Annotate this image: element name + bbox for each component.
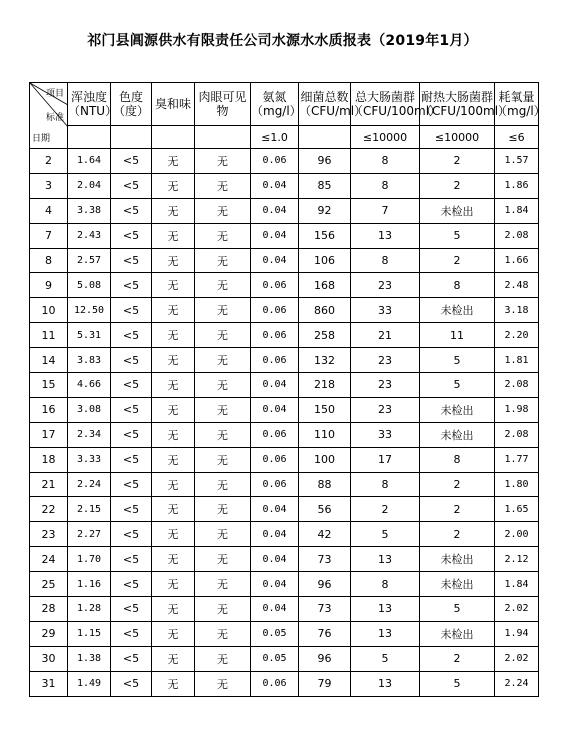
value-cell: 8 [420,273,495,298]
table-row [30,447,539,472]
value-cell: 12.50 [68,298,111,323]
value-cell: 5 [351,522,420,547]
value-cell: 21 [351,323,420,348]
column-header-6: 总大肠菌群 （CFU/100ml） [351,83,420,126]
value-cell: 无 [195,223,251,248]
table-row [30,373,539,398]
value-cell: 2.48 [495,273,539,298]
value-cell: 无 [195,348,251,373]
value-cell: 无 [195,646,251,671]
value-cell: <5 [111,572,152,597]
value-cell: 未检出 [420,547,495,572]
date-cell: 30 [30,646,68,671]
value-cell: 1.70 [68,547,111,572]
value-cell: 无 [195,447,251,472]
value-cell: 2.04 [68,173,111,198]
value-cell: 0.06 [251,149,299,174]
value-cell: 无 [195,248,251,273]
date-cell: 17 [30,422,68,447]
value-cell: 无 [195,173,251,198]
value-cell: 0.06 [251,298,299,323]
value-cell: 0.04 [251,173,299,198]
value-cell: 未检出 [420,572,495,597]
value-cell: 1.57 [495,149,539,174]
value-cell: 96 [299,149,351,174]
value-cell: 8 [351,472,420,497]
header-row [30,83,539,126]
value-cell: 无 [152,149,195,174]
value-cell: 1.15 [68,621,111,646]
value-cell: 100 [299,447,351,472]
date-cell: 11 [30,323,68,348]
column-header-5: 细菌总数 （CFU/ml） [299,83,351,126]
value-cell: 0.04 [251,597,299,622]
value-cell: 2.57 [68,248,111,273]
value-cell: 无 [152,547,195,572]
value-cell: 1.80 [495,472,539,497]
value-cell: 85 [299,173,351,198]
column-header-0: 浑浊度 （NTU） [68,83,111,126]
date-cell: 2 [30,149,68,174]
value-cell: 3.18 [495,298,539,323]
standard-cell-6: ≤10000 [351,126,420,149]
value-cell: 8 [351,149,420,174]
value-cell: 1.65 [495,497,539,522]
value-cell: 无 [152,198,195,223]
value-cell: 1.84 [495,572,539,597]
value-cell: 1.66 [495,248,539,273]
value-cell: <5 [111,223,152,248]
value-cell: 73 [299,597,351,622]
date-cell: 4 [30,198,68,223]
value-cell: 无 [195,273,251,298]
value-cell: 0.04 [251,497,299,522]
date-cell: 18 [30,447,68,472]
date-cell: 7 [30,223,68,248]
value-cell: 无 [195,149,251,174]
date-cell: 29 [30,621,68,646]
value-cell: 2.08 [495,223,539,248]
value-cell: 11 [420,323,495,348]
value-cell: 1.77 [495,447,539,472]
column-header-8: 耗氧量 （mg/l） [495,83,539,126]
column-header-3: 肉眼可见 物 [195,83,251,126]
value-cell: 无 [152,298,195,323]
value-cell: 2.27 [68,522,111,547]
column-header-4: 氨氮 （mg/l） [251,83,299,126]
value-cell: 未检出 [420,298,495,323]
value-cell: 无 [152,173,195,198]
value-cell: <5 [111,671,152,696]
date-cell: 21 [30,472,68,497]
table-row [30,621,539,646]
value-cell: 无 [195,298,251,323]
value-cell: 156 [299,223,351,248]
value-cell: 23 [351,273,420,298]
value-cell: 无 [152,373,195,398]
value-cell: 1.81 [495,348,539,373]
value-cell: 无 [152,572,195,597]
date-cell: 10 [30,298,68,323]
value-cell: 13 [351,671,420,696]
standard-cell-3 [195,126,251,149]
value-cell: 0.06 [251,422,299,447]
table-row [30,248,539,273]
corner-item-label: 项目 [45,89,64,99]
value-cell: 73 [299,547,351,572]
value-cell: 2 [420,248,495,273]
value-cell: 2.08 [495,422,539,447]
value-cell: 2.24 [495,671,539,696]
value-cell: 5 [420,223,495,248]
value-cell: 5.08 [68,273,111,298]
value-cell: 96 [299,646,351,671]
value-cell: 无 [195,522,251,547]
value-cell: 无 [195,472,251,497]
value-cell: 5.31 [68,323,111,348]
value-cell: 1.84 [495,198,539,223]
value-cell: 0.04 [251,198,299,223]
value-cell: <5 [111,348,152,373]
date-cell: 28 [30,597,68,622]
column-header-1: 色度 （度） [111,83,152,126]
value-cell: 5 [420,597,495,622]
value-cell: <5 [111,273,152,298]
value-cell: 无 [152,397,195,422]
standard-cell-8: ≤6 [495,126,539,149]
value-cell: 4.66 [68,373,111,398]
value-cell: 5 [420,348,495,373]
value-cell: 无 [195,547,251,572]
value-cell: 0.04 [251,522,299,547]
value-cell: 23 [351,373,420,398]
date-cell: 16 [30,397,68,422]
value-cell: 无 [152,497,195,522]
value-cell: 无 [152,646,195,671]
value-cell: 0.06 [251,671,299,696]
water-quality-table [29,82,546,697]
corner-standard-label: 标准 [45,113,64,123]
value-cell: 8 [420,447,495,472]
value-cell: 5 [351,646,420,671]
value-cell: <5 [111,373,152,398]
value-cell: 0.06 [251,447,299,472]
value-cell: 132 [299,348,351,373]
value-cell: 无 [152,348,195,373]
value-cell: 0.04 [251,373,299,398]
standard-cell-7: ≤10000 [420,126,495,149]
value-cell: 无 [195,621,251,646]
value-cell: 未检出 [420,397,495,422]
value-cell: 无 [195,198,251,223]
table-row [30,497,539,522]
value-cell: <5 [111,422,152,447]
table-row [30,597,539,622]
value-cell: 无 [195,373,251,398]
value-cell: 1.98 [495,397,539,422]
report-title: 祁门县阊源供水有限责任公司水源水水质报表（2019年1月） [87,33,478,49]
date-cell: 15 [30,373,68,398]
date-cell: 14 [30,348,68,373]
value-cell: 未检出 [420,422,495,447]
value-cell: 860 [299,298,351,323]
value-cell: <5 [111,298,152,323]
table-row [30,348,539,373]
value-cell: 23 [351,397,420,422]
value-cell: 33 [351,422,420,447]
standard-cell-2 [152,126,195,149]
value-cell: 258 [299,323,351,348]
value-cell: 96 [299,572,351,597]
value-cell: <5 [111,522,152,547]
value-cell: <5 [111,397,152,422]
value-cell: 33 [351,298,420,323]
value-cell: 无 [152,223,195,248]
value-cell: 42 [299,522,351,547]
value-cell: 13 [351,223,420,248]
value-cell: 2.00 [495,522,539,547]
value-cell: 8 [351,572,420,597]
value-cell: 0.04 [251,223,299,248]
value-cell: 150 [299,397,351,422]
value-cell: 2 [420,497,495,522]
date-cell: 9 [30,273,68,298]
standard-cell-5 [299,126,351,149]
value-cell: 0.04 [251,547,299,572]
value-cell: <5 [111,646,152,671]
value-cell: 13 [351,547,420,572]
value-cell: 无 [152,597,195,622]
value-cell: 17 [351,447,420,472]
value-cell: 1.38 [68,646,111,671]
value-cell: 无 [195,422,251,447]
value-cell: <5 [111,323,152,348]
date-cell: 23 [30,522,68,547]
value-cell: 168 [299,273,351,298]
value-cell: 无 [195,671,251,696]
value-cell: 13 [351,597,420,622]
value-cell: 5 [420,671,495,696]
value-cell: 2.20 [495,323,539,348]
table-row [30,547,539,572]
value-cell: 2 [420,149,495,174]
value-cell: 2.08 [495,373,539,398]
table-row [30,198,539,223]
corner-header-cell [30,83,68,149]
value-cell: 1.28 [68,597,111,622]
date-cell: 22 [30,497,68,522]
value-cell: <5 [111,198,152,223]
table-row [30,298,539,323]
value-cell: 3.38 [68,198,111,223]
value-cell: 2 [351,497,420,522]
table-row [30,397,539,422]
value-cell: 2 [420,472,495,497]
standard-cell-4: ≤1.0 [251,126,299,149]
value-cell: 2.43 [68,223,111,248]
value-cell: 3.08 [68,397,111,422]
table-row [30,149,539,174]
value-cell: 0.05 [251,646,299,671]
table-row [30,572,539,597]
value-cell: 13 [351,621,420,646]
value-cell: 未检出 [420,621,495,646]
value-cell: 2 [420,173,495,198]
value-cell: 110 [299,422,351,447]
value-cell: 2.02 [495,646,539,671]
value-cell: 1.64 [68,149,111,174]
value-cell: 0.06 [251,472,299,497]
standard-cell-0 [68,126,111,149]
value-cell: 56 [299,497,351,522]
value-cell: 无 [195,597,251,622]
value-cell: 0.06 [251,323,299,348]
value-cell: 7 [351,198,420,223]
value-cell: 3.83 [68,348,111,373]
column-header-2: 臭和味 [152,83,195,126]
value-cell: 无 [152,621,195,646]
value-cell: 无 [152,472,195,497]
value-cell: 无 [152,447,195,472]
value-cell: 0.05 [251,621,299,646]
value-cell: <5 [111,447,152,472]
value-cell: 无 [152,671,195,696]
value-cell: 0.04 [251,572,299,597]
value-cell: <5 [111,173,152,198]
standard-row [30,126,539,149]
value-cell: 1.16 [68,572,111,597]
value-cell: 106 [299,248,351,273]
value-cell: <5 [111,597,152,622]
table-row [30,472,539,497]
table-row [30,323,539,348]
value-cell: 无 [152,522,195,547]
value-cell: 1.49 [68,671,111,696]
table-row [30,671,539,696]
value-cell: 23 [351,348,420,373]
value-cell: <5 [111,472,152,497]
value-cell: 0.06 [251,273,299,298]
value-cell: 无 [195,497,251,522]
value-cell: <5 [111,497,152,522]
value-cell: 76 [299,621,351,646]
value-cell: 无 [152,273,195,298]
value-cell: <5 [111,547,152,572]
value-cell: <5 [111,149,152,174]
date-cell: 3 [30,173,68,198]
column-header-7: 耐热大肠菌群 （CFU/100ml） [420,83,495,126]
value-cell: 1.86 [495,173,539,198]
standard-cell-1 [111,126,152,149]
value-cell: 无 [152,248,195,273]
table-row [30,422,539,447]
value-cell: 2 [420,522,495,547]
value-cell: <5 [111,248,152,273]
value-cell: 3.33 [68,447,111,472]
value-cell: 0.04 [251,397,299,422]
value-cell: 无 [195,397,251,422]
value-cell: 无 [152,422,195,447]
value-cell: 79 [299,671,351,696]
table-row [30,646,539,671]
table-row [30,522,539,547]
value-cell: 2.24 [68,472,111,497]
value-cell: 5 [420,373,495,398]
table-row [30,223,539,248]
value-cell: 218 [299,373,351,398]
corner-date-label: 日期 [32,134,51,144]
value-cell: 无 [195,323,251,348]
value-cell: <5 [111,621,152,646]
value-cell: 0.06 [251,348,299,373]
table-row [30,173,539,198]
value-cell: 8 [351,248,420,273]
value-cell: 1.94 [495,621,539,646]
value-cell: 无 [152,323,195,348]
table-row [30,273,539,298]
value-cell: 8 [351,173,420,198]
value-cell: 92 [299,198,351,223]
value-cell: 88 [299,472,351,497]
date-cell: 24 [30,547,68,572]
value-cell: 2.34 [68,422,111,447]
value-cell: 2.12 [495,547,539,572]
value-cell: 2.15 [68,497,111,522]
date-cell: 25 [30,572,68,597]
date-cell: 8 [30,248,68,273]
value-cell: 2 [420,646,495,671]
value-cell: 未检出 [420,198,495,223]
value-cell: 0.04 [251,248,299,273]
date-cell: 31 [30,671,68,696]
value-cell: 无 [195,572,251,597]
value-cell: 2.02 [495,597,539,622]
